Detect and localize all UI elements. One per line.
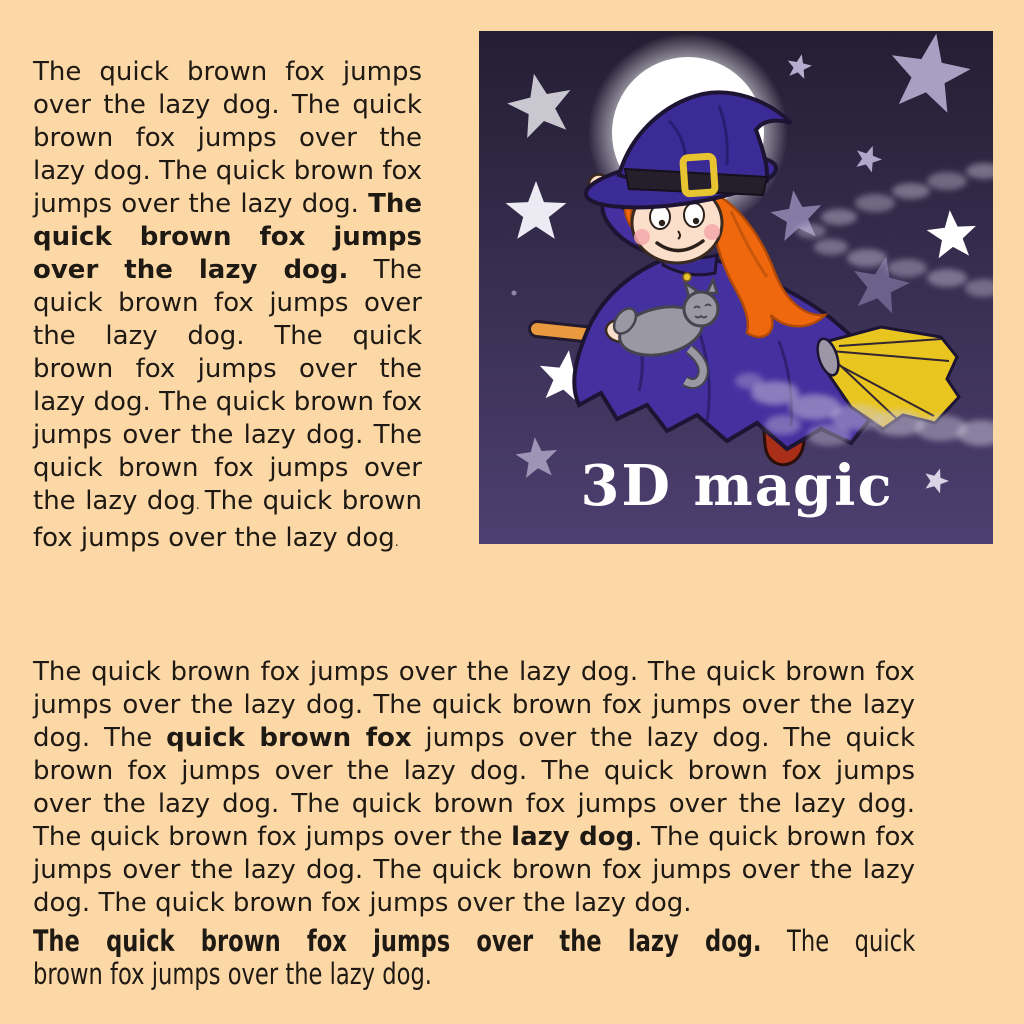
- text-run: jumps over the lazy dog. The quick brown fox jumps over the lazy dog. The quick brown fox jumps over the lazy dog. The quick brown fox jumps over the lazy dog. The quick brown fox jumps over the: [33, 723, 915, 852]
- condensed-line: [33, 958, 915, 991]
- bold-text-run: The quick brown fox jumps over the lazy dog.: [33, 924, 762, 958]
- witch-illustration: [479, 31, 993, 544]
- small-period-run: .: [394, 535, 399, 549]
- bold-text-run: lazy dog: [511, 822, 635, 852]
- text-run: . The quick brown fox jumps over the lazy dog. The quick brown fox jumps over the lazy dog. The quick brown fox jumps over the lazy dog.: [33, 822, 915, 918]
- final-paragraph: [33, 925, 915, 991]
- text-run: The quick brown fox jumps over the lazy dog. The quick brown fox jumps over the lazy dog. The quick brown fox jumps over the lazy dog. The quick brown fox jumps over the lazy dog: [33, 255, 422, 516]
- magic-caption: 3D magic: [580, 453, 894, 519]
- condensed-text-block: [33, 925, 915, 991]
- text-run: brown fox jumps over the lazy dog.: [33, 957, 432, 991]
- text-run: The quick brown fox jumps over the lazy dog. The quick brown fox jumps over the lazy dog. The quick brown fox jumps over the lazy dog.: [33, 57, 422, 219]
- condensed-line: [33, 925, 915, 958]
- small-period-run: .: [195, 498, 205, 512]
- bottom-paragraph: [33, 656, 915, 920]
- text-run: The quick brown fox jumps over the lazy dog: [33, 486, 422, 553]
- left-column-paragraph: [33, 56, 422, 559]
- text-run: The quick: [761, 924, 916, 958]
- text-run: The quick brown fox jumps over the lazy dog. The quick brown fox jumps over the lazy dog. The quick brown fox jumps over the lazy dog. The: [33, 657, 915, 753]
- bold-text-run: The quick brown fox jumps over the lazy dog.: [33, 189, 422, 285]
- bold-text-run: quick brown fox: [166, 723, 412, 753]
